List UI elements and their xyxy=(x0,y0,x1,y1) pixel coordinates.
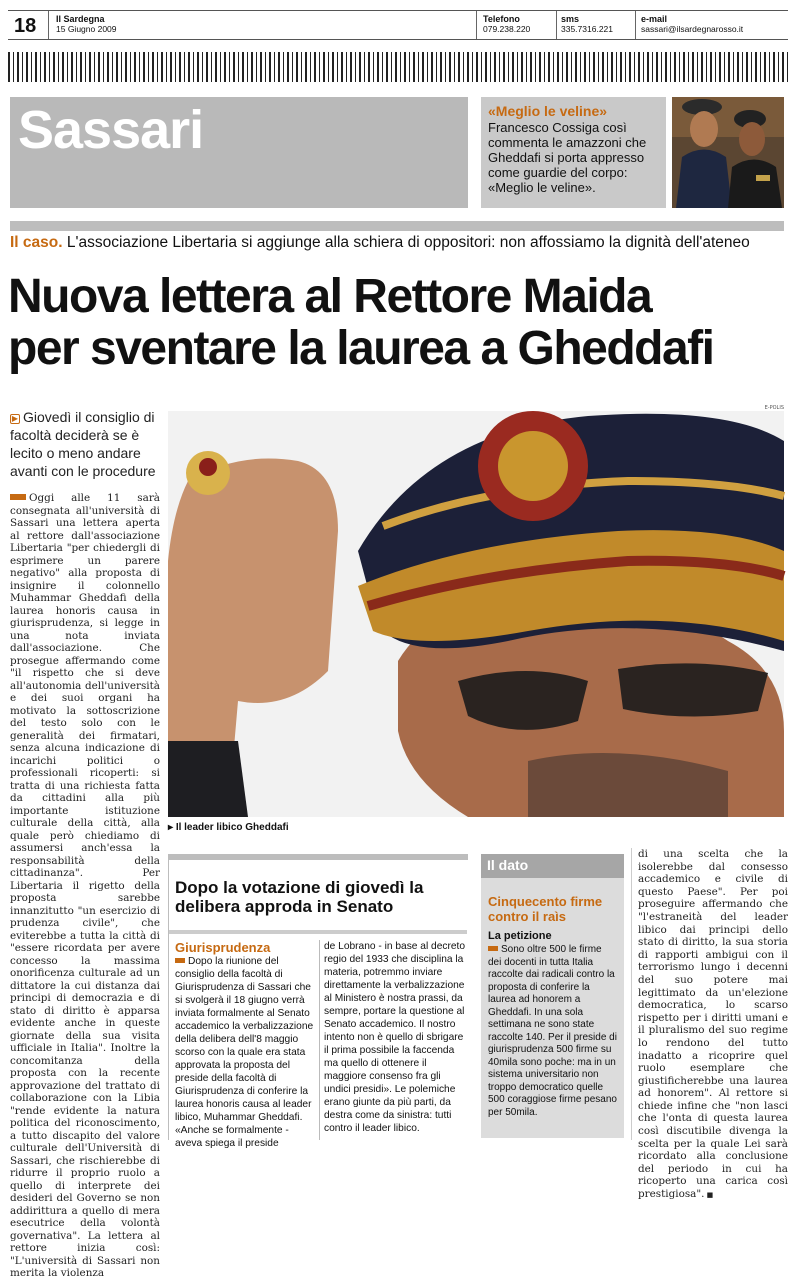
publication-name: Il Sardegna xyxy=(56,14,105,24)
photo-caption-text: Il leader libico Gheddafi xyxy=(175,822,289,833)
teaser-box[interactable] xyxy=(481,97,666,208)
data-box-title[interactable]: Cinquecento firme contro il raìs xyxy=(488,894,603,924)
main-photo[interactable] xyxy=(168,411,784,817)
body-marker-icon xyxy=(10,494,26,500)
section-divider xyxy=(10,221,784,231)
folio-divider xyxy=(556,11,557,39)
sms-label: sms xyxy=(561,14,580,24)
data-box-body: Sono oltre 500 le firme dei docenti in tutta Italia raccolte dai radicali contro la proposta di conferire la laurea ad honorem a Gheddafi. In una sola settimana ne sono state raccolte 140. Per il preside di giurisprudenza 500 firme su 40mila sono poche: ma in un sistema universitario non troppo democratico quelle 500 coraggiose firme pesano per 50mila. xyxy=(488,944,617,1118)
folio-email xyxy=(641,14,743,34)
photo-caption: ▸ Il leader libico Gheddafi xyxy=(168,822,289,833)
overline-lead: Il caso. xyxy=(10,234,63,251)
play-arrow-icon: ▶ xyxy=(11,414,19,423)
section-title: Sassari xyxy=(18,100,204,160)
folio-divider xyxy=(48,11,49,39)
headline-line-2: per sventare la laurea a Gheddafi xyxy=(8,322,714,375)
summary-text: Giovedì il consiglio di facoltà deciderà se è lecito o meno andare avanti con le procedure xyxy=(10,409,156,479)
teaser-photo-image xyxy=(672,97,784,208)
folio-divider xyxy=(635,11,636,39)
box-column-2 xyxy=(324,940,466,1140)
end-mark-icon: ■ xyxy=(704,1191,714,1200)
barcode-strip xyxy=(8,52,788,82)
overline-text: L'associazione Libertaria si aggiunge alla schiera di oppositori: non affossiamo la dignità dell'ateneo xyxy=(66,234,750,251)
folio-sms xyxy=(561,14,613,34)
phone-value: 079.238.220 xyxy=(483,24,531,34)
article-headline[interactable] xyxy=(8,271,792,375)
right-column-divider xyxy=(631,848,632,1140)
folio-divider xyxy=(476,11,477,39)
sidebar-article-box xyxy=(168,854,468,1149)
box-marker-icon xyxy=(175,958,185,963)
box-headline[interactable]: Dopo la votazione di giovedì la delibera approda in Senato xyxy=(175,878,424,916)
main-photo-image xyxy=(168,411,784,817)
article-body-continued xyxy=(638,848,788,1201)
article-body xyxy=(10,492,160,1279)
box-column-2-text: de Lobrano - in base al decreto regio del 1933 che disciplina la materia, potremmo inviare direttamente la verbalizzazione al Ministero è nostra prassi, da sempre, portare la questione al Senato accademico. Il nostro intento non è quello di sbrigare il prima possibile la faccenda ma quello di ottenere il maggiore consenso fra gli undici presidi». Le polemiche erano giunte da più parti, da destra come da sinistra: tutti contro il leader libico. xyxy=(324,941,466,1134)
box-column-divider xyxy=(319,940,320,1140)
data-box xyxy=(481,854,624,1138)
section-banner xyxy=(10,97,468,208)
phone-label: Telefono xyxy=(483,14,520,24)
email-label: e-mail xyxy=(641,14,668,24)
sms-value: 335.7316.221 xyxy=(561,24,613,34)
photo-credit: E-POLIS xyxy=(764,405,784,411)
article-overline xyxy=(10,234,790,252)
body-text: Oggi alle 11 sarà consegnata all'università di Sassari una lettera aperta al rettore dall'associazione Libertaria "per chiedergli di esprimere un parere negativo" alla proposta di insignire il colonnello Muhammar Gheddafi della laurea honoris causa in giurisprudenza, si legge in una nota inviata dall'associazione. Che prosegue affermando come "il rispetto che si deve all'autonomia dell'università e dei suoi organi ha motivato la sottoscrizione del testo solo con le generalità dei firmatari, senza alcuna indicazione di incarichi politici o professionali ricoperti: si tratta di una richiesta fatta da cittadini alla più importante istituzione culturale della città, alla quale però chiediamo di assumersi anch'essa la responsabilità della cittadinanza". Per Libertaria il rigetto della proposta sarebbe innanzitutto "un esercizio di prudenza civile", che eviterebbe a tutta la città di "essere ricordata per avere concesso la massima onorificenza culturale ad un dittatore la cui distanza dai principi di democrazia e di stato di diritto è apparsa evidente anche in queste giornate della sua visita ufficiale in Italia". Inoltre la concomitanza della proposta con la recente approvazione del trattato di collaborazione con la Libia "rende evidente la natura politica del riconoscimento, a tutto discapito del valore culturale dell'Università di Sassari, che rischierebbe di ridurre il proprio ruolo a quello di interprete dei desideri del Governo se non addirittura a quello di mera esecutrice della volontà governativa". La lettera al rettore inizia così: "L'università di Sassari non merita la violenza xyxy=(10,492,160,1279)
box-column-1 xyxy=(175,940,315,1149)
publication-date: 15 Giugno 2009 xyxy=(56,24,117,34)
teaser-kicker: «Meglio le veline» xyxy=(488,103,608,119)
page-number: 18 xyxy=(14,15,37,37)
data-marker-icon xyxy=(488,946,498,951)
page-folio xyxy=(8,10,788,40)
teaser-photo xyxy=(672,97,784,208)
data-box-text xyxy=(488,944,617,1119)
box-column-1-text: Dopo la riunione del consiglio della facoltà di Giurisprudenza di Sassari che si svolgerà il 18 giugno verrà inviata formalmente al Senato accademico la verbalizzazione della delibera dell'8 maggio scorso con la quale era stata approvata la proposta del preside della facoltà di Giurisprudenza di conferire la laurea honoris causa al leader libico, Muhammar Gheddafi. «Anche se formalmente - aveva spiega il preside xyxy=(175,956,314,1149)
email-value: sassari@ilsardegnarosso.it xyxy=(641,24,744,34)
teaser-text: Francesco Cossiga così commenta le amazzoni che Gheddafi si porta appresso come guardie del corpo: «Meglio le veline». xyxy=(488,120,647,195)
right-column-text: di una scelta che la isolerebbe dal consesso accademico e civile di questo Paese". Per poi proseguire affermando che "l'estraneità del leader libico dai principi dello stato di diritto, la sua storia di rapporti ambigui con il terrorismo lungo i decenni del suo potere mai legittimato da un'elezione democratica, lo scarso rispetto per i diritti umani e il pluralismo del suo regime lo rendono del tutto inadatto a ricoprire quel ruolo esemplare che giustificherebbe una laurea ad honorem". Al rettore si chiede infine che "non lasci che l'onta di questa laurea così discutibile divenga la scelta per la quale Lei sarà ricordato alla conclusione del periodo in cui ha ricoperto una carica così prestigiosa". xyxy=(638,848,788,1201)
article-summary xyxy=(10,408,160,480)
folio-publication xyxy=(56,14,117,34)
data-box-subtitle: La petizione xyxy=(488,930,552,942)
box-kicker: Giurisprudenza xyxy=(175,940,271,955)
data-box-header: Il dato xyxy=(481,854,624,878)
folio-phone xyxy=(483,14,530,34)
headline-line-1: Nuova lettera al Rettore Maida xyxy=(8,270,652,323)
box-divider xyxy=(169,930,467,934)
